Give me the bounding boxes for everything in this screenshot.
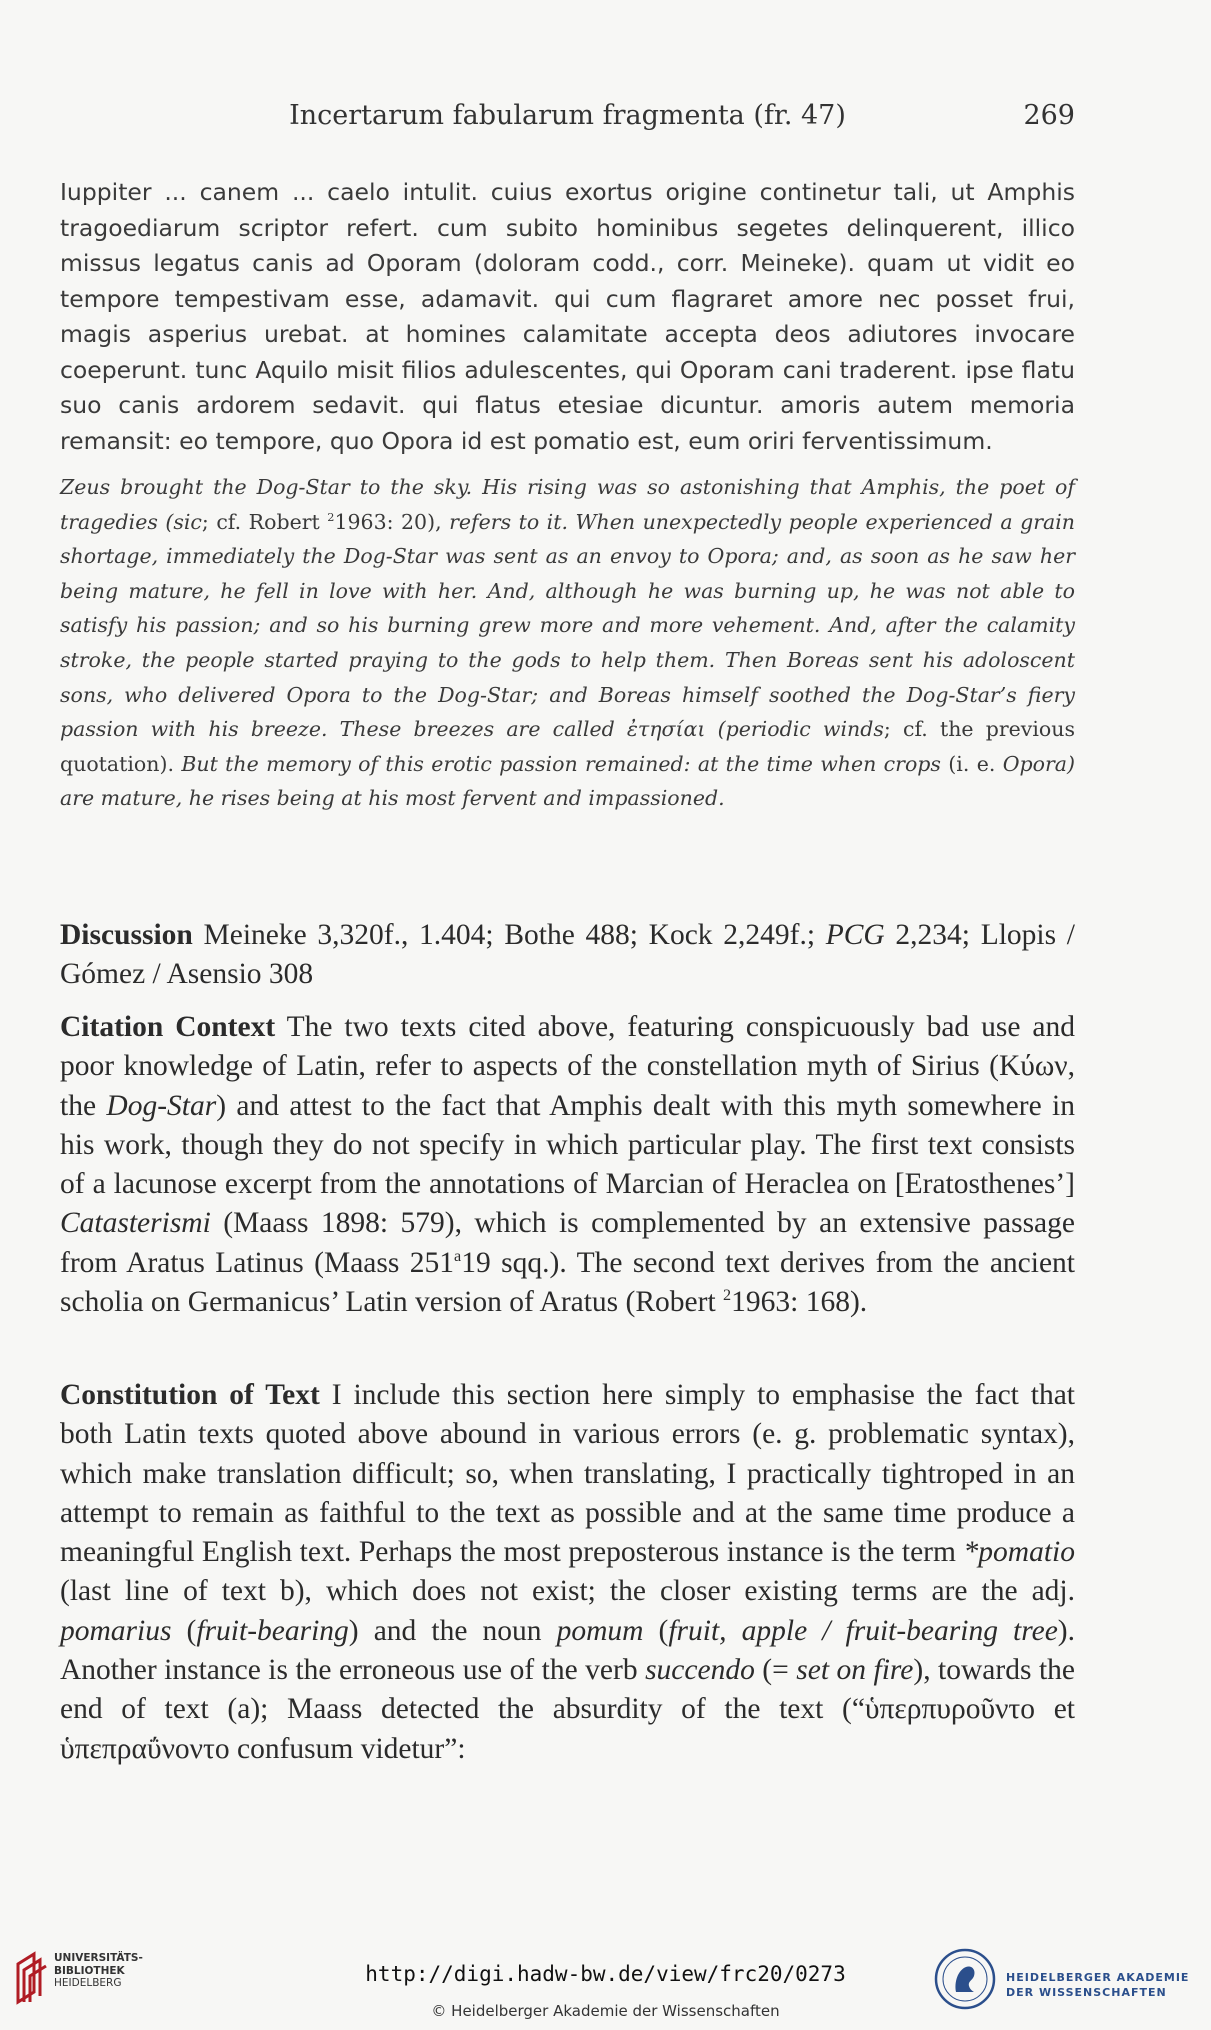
academy-seal-icon — [934, 1948, 996, 2010]
copyright-notice: © Heidelberger Akademie der Wissenschaften — [431, 2002, 780, 2020]
sic-note: sic — [173, 509, 202, 534]
discussion-heading: Discussion — [60, 919, 193, 951]
digitization-footer — [0, 1940, 1211, 2030]
citation-context-heading: Citation Context — [60, 1011, 276, 1043]
constitution-of-text-section: Constitution of Text I include this section here simply to emphasise the fact that both Latin texts quoted above abound in various errors (e. g. problematic syntax), which make translation difficult; so, when translating, I practically tightroped in an attempt to remain as faithful to the text as possible and at the same time produce a meaningful English text. Perhaps the most preposterous instance is the term *pomatio (last line of text b), which does not exist; the closer existing terms are the adj. pomarius (fruit-bearing) and the noun pomum (fruit, apple / fruit-bearing tree). Another instance is the erroneous use of the verb succendo (= set on fire), towards the end of text (a); Maass detected the absurdity of the text (“ὑπερπυροῦντο et ὑπεπραΰνοντο confusum videtur”: — [60, 1379, 1075, 1765]
page-number: 269 — [1023, 100, 1075, 131]
english-translation: Zeus brought the Dog-Star to the sky. His rising was so astonishing that Amphis, the poet of tragedies (sic; cf. Robert $^2$1963: 20), refers to it. When unexpectedly people experienced a grain shortage, immediately the Dog-Star was sent as an envoy to Opora; and, as soon as he saw her being mature, he fell in love with her. And, although he was burning up, he was not able to satisfy his passion; and so his burning grew more and more vehement. And, after the calamity stroke, the people started praying to the gods to help them. Then Boreas sent his adoloscent sons, who delivered Opora to the Dog-Star; and Boreas himself soothed the Dog-Star’s fiery passion with his breeze. These breezes are called ἐτησίαι (periodic winds; cf. the previous quotation). But the memory of this erotic passion remained: at the time when crops (i. e. Opora) are mature, he rises being at his most fervent and impassioned. — [60, 475, 1076, 811]
citation-context-section: Citation Context The two texts cited above, featuring conspicuously bad use and poor knowledge of Latin, refer to aspects of the constellation myth of Sirius (Κύων, the Dog-Star) and attest to the fact that Amphis dealt with this myth somewhere in his work, though they do not specify in which particular play. The first text consists of a lacunose excerpt from the annotations of Marcian of Heraclea on [Eratosthenes’] Catasterismi (Maass 1898: 579), which is complemented by an extensive passage from Aratus Latinus (Maass 251$^a$19 sqq.). The second text derives from the ancient scholia on Germanicus’ Latin version of Aratus (Robert $^2$1963: 168). — [60, 1011, 1076, 1319]
university-library-name: UNIVERSITÄTS- BIBLIOTHEK HEIDELBERG — [54, 1952, 143, 1989]
latin-fragment-text: Iuppiter ... canem ... caelo intulit. cuius exortus origine continetur tali, ut Amphis tragoediarum scriptor refert. cum subito hominibus segetes delinquerent, illico missus legatus canis ad Oporam (doloram codd., corr. Meineke). quam ut vidit eo tempore tempestivam esse, adamavit. qui cum flagraret amore nec posset frui, magis asperius urebat. at homines calamitate accepta deos adiutores invocare coeperunt. tunc Aquilo misit filios adulescentes, qui Oporam cani traderent. ipse flatu suo canis ardorem sedavit. qui flatus etesiae dicuntur. amoris autem memoria remansit: eo tempore, quo Opora id est pomatio est, eum oriri ferventissimum. — [60, 178, 1075, 455]
permalink-url[interactable]: http://digi.hadw-bw.de/view/frc20/0273 — [365, 1962, 846, 1986]
constitution-heading: Constitution of Text — [60, 1379, 320, 1411]
discussion-section: Discussion Meineke 3,320f., 1.404; Bothe 488; Kock 2,249f.; PCG 2,234; Llopis / Gómez / Asensio 308 — [60, 919, 1075, 991]
running-head — [60, 100, 1075, 140]
academy-name: HEIDELBERGER AKADEMIE DER WISSENSCHAFTEN — [1006, 1971, 1190, 1999]
running-title: Incertarum fabularum fragmenta (fr. 47) — [289, 100, 846, 131]
